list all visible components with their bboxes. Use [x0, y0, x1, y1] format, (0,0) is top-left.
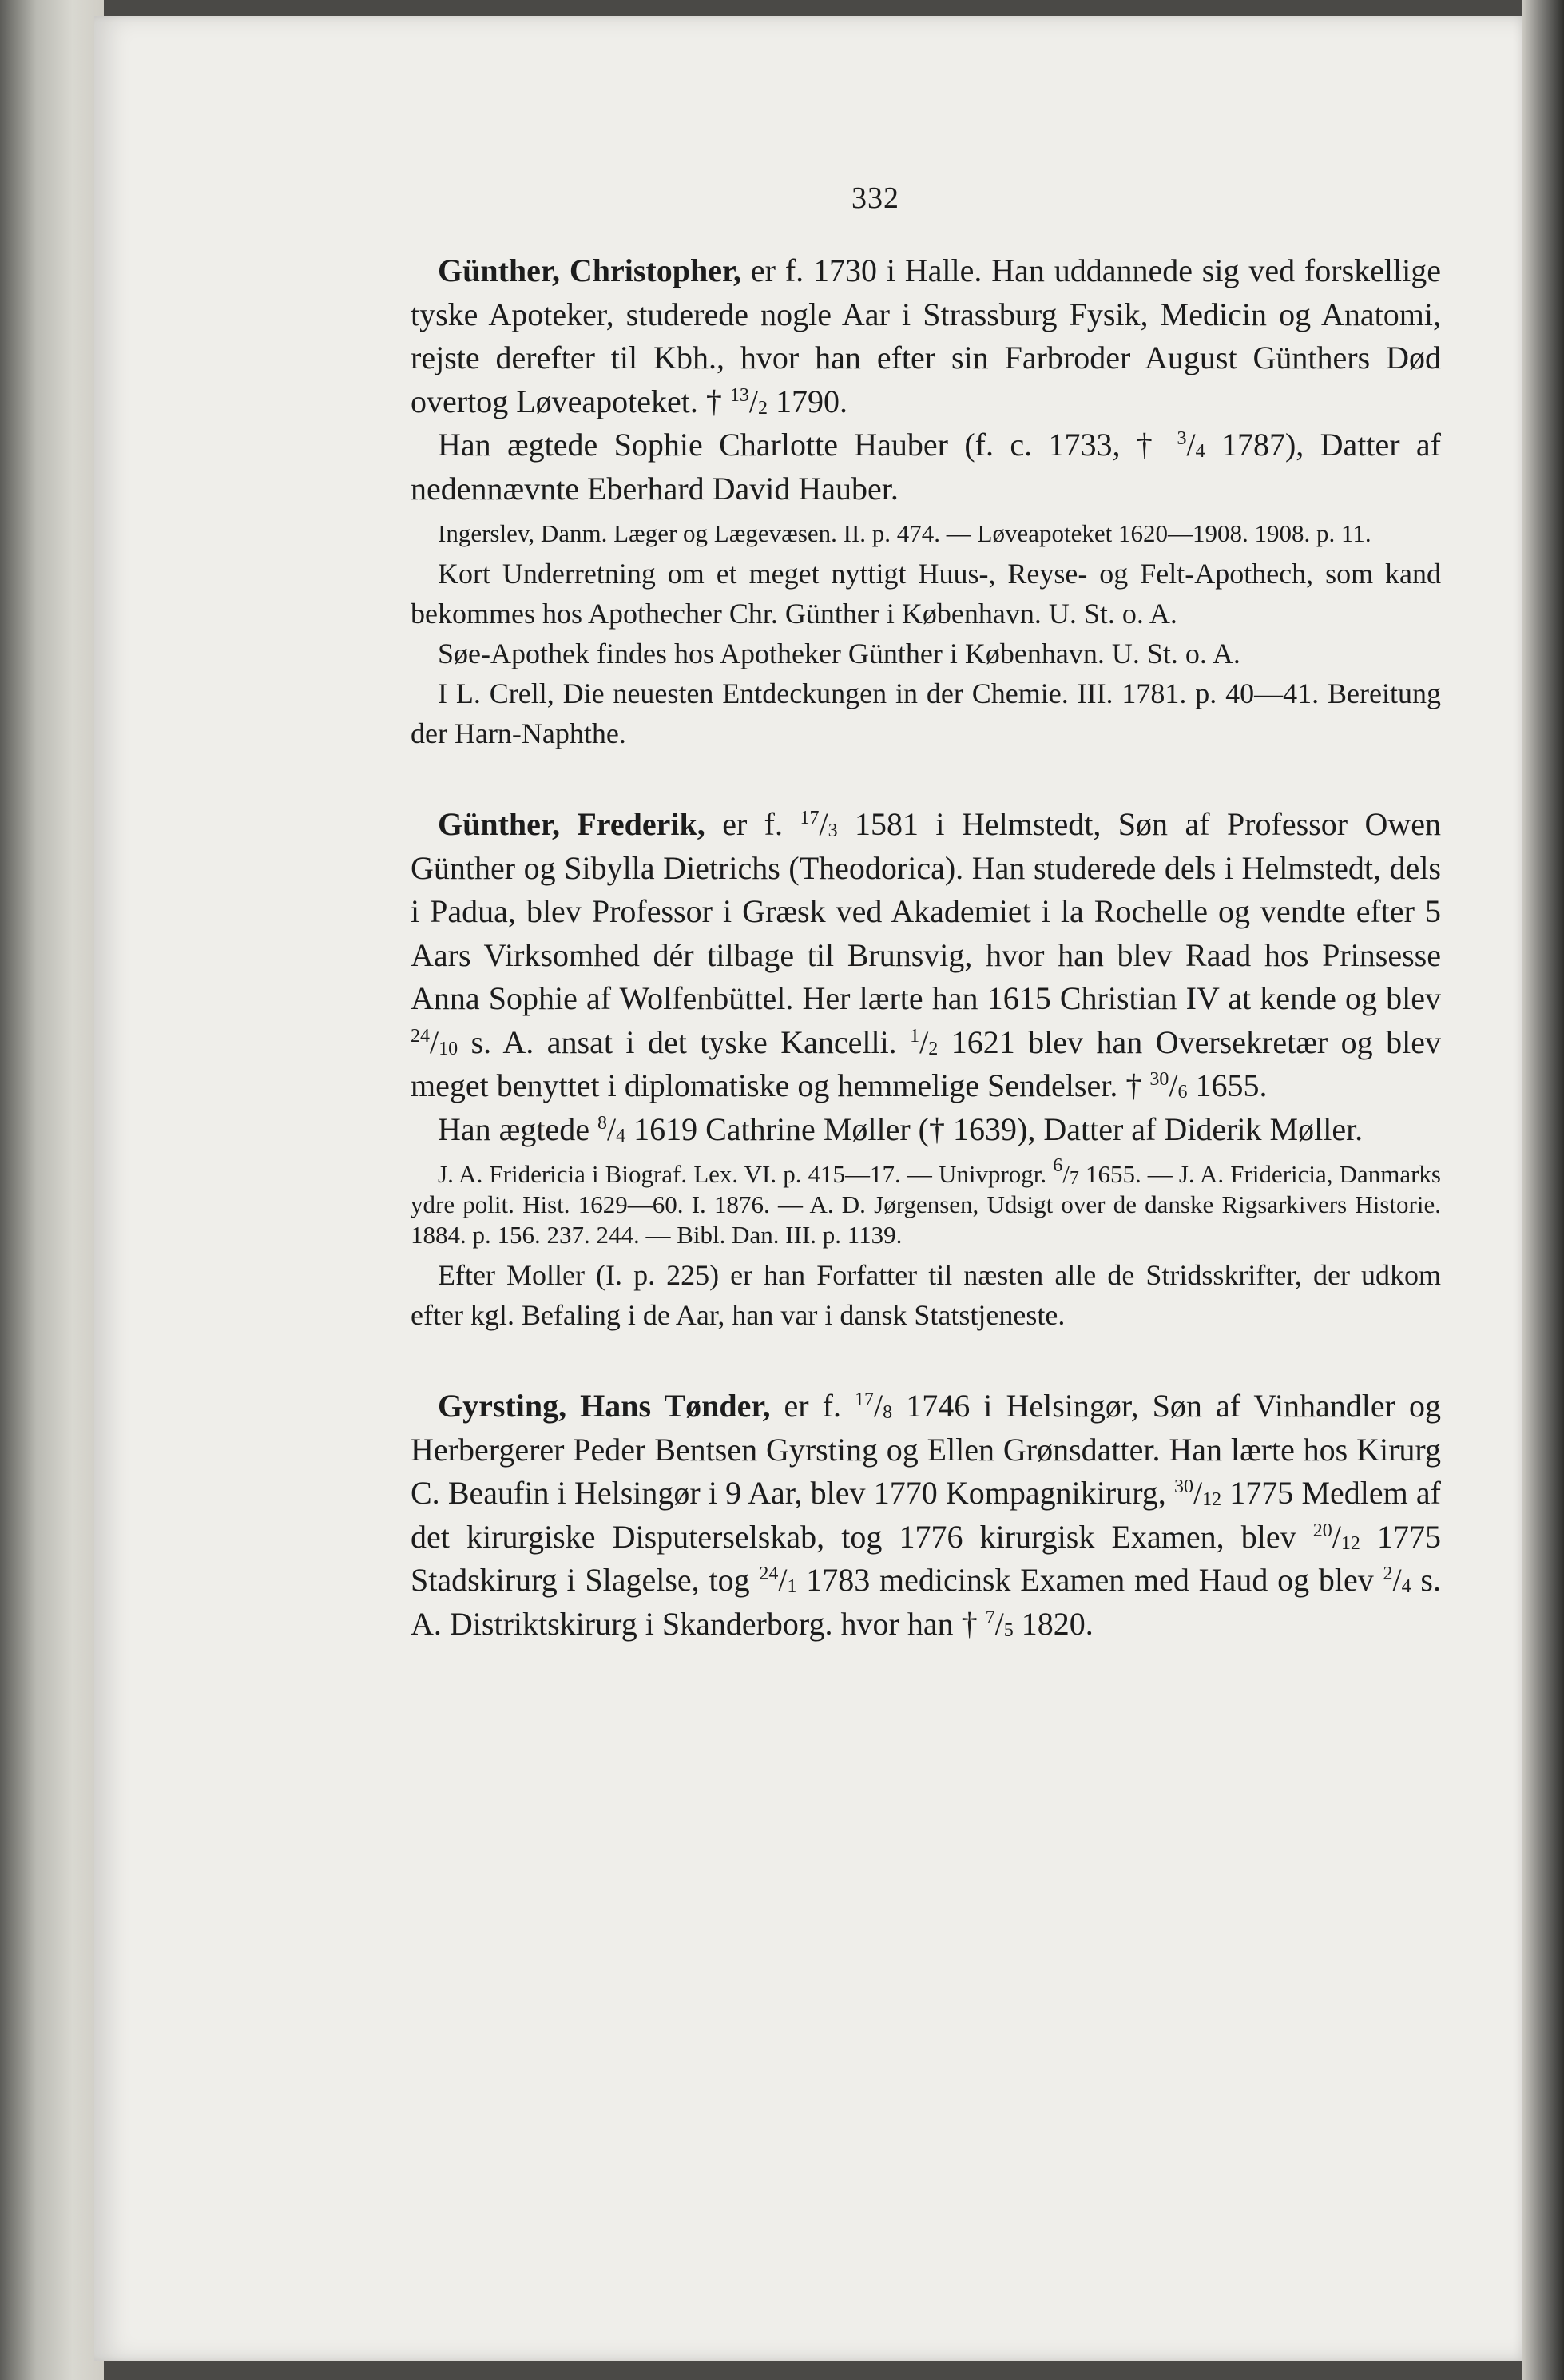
- entry-bio: Günther, Christopher, er f. 1730 i Halle. Han uddannede sig ved forskellige tyske Apoteker, studerede nogle Aar i Strassburg Fysik, Medicin og Anatomi, rejste derefter til Kbh., hvor han efter sin Farbroder August Günthers Død overtog Løveapoteket. † $^{13}/_2$ 1790.: [411, 252, 1441, 419]
- entry-bio: Günther, Frederik, er f. $^{17}/_3$ 1581 i Helmstedt, Søn af Professor Owen Günther og Sibylla Dietrichs (Theodorica). Han studerede dels i Helmstedt, dels i Padua, blev Professor i Græsk ved Akademiet i la Rochelle og vendte efter 5 Aars Virksomhed dér tilbage til Brunsvig, hvor han blev Raad hos Prinsesse Anna Sophie af Wolfenbüttel. Her lærte han 1615 Christian IV at kende og blev $^{24}/_{10}$ s. A. ansat i det tyske Kancelli. $^1/_2$ 1621 blev han Oversekretær og blev meget benyttet i diplomatiske og hemmelige Sendelser. † $^{30}/_6$ 1655.: [411, 806, 1441, 1103]
- entry-work: Kort Underretning om et meget nyttigt Huus-, Reyse- og Felt-Apothech, som kand bekommes hos Apothecher Chr. Günther i København. U. St. o. A.: [411, 558, 1441, 630]
- entry-gyrsting-hans: [411, 1385, 1441, 1646]
- page-text: [411, 249, 1441, 1646]
- page-edge: [1522, 0, 1564, 2380]
- entry-work: Søe-Apothek findes hos Apotheker Günther i København. U. St. o. A.: [438, 638, 1240, 669]
- page-number: 332: [851, 181, 899, 215]
- entry-name: Günther, Christopher,: [438, 252, 742, 288]
- entry-gunther-frederik: [411, 803, 1441, 1335]
- entry-gunther-christopher: [411, 249, 1441, 753]
- entry-bio: Gyrsting, Hans Tønder, er f. $^{17}/_8$ 1746 i Helsingør, Søn af Vinhandler og Herbergerer Peder Bentsen Gyrsting og Ellen Grønsdatter. Han lærte hos Kirurg C. Beaufin i Helsingør i 9 Aar, blev 1770 Kompagnikirurg, $^{30}/_{12}$ 1775 Medlem af det kirurgiske Disputerselskab, tog 1776 kirurgisk Examen, blev $^{20}/_{12}$ 1775 Stadskirurg i Slagelse, tog $^{24}/_1$ 1783 medicinsk Examen med Haud og blev $^2/_4$ s. A. Distriktskirurg i Skanderborg. hvor han † $^7/_5$ 1820.: [411, 1388, 1442, 1642]
- entry-sources: J. A. Fridericia i Biograf. Lex. VI. p. 415—17. — Univprogr. $^6/_7$ 1655. — J. A. Fridericia, Danmarks ydre polit. Hist. 1629—60. I. 1876. — A. D. Jørgensen, Udsigt over de danske Rigsarkivers Historie. 1884. p. 156. 237. 244. — Bibl. Dan. III. p. 1139.: [411, 1155, 1441, 1249]
- book-spine: [0, 0, 104, 2380]
- entry-work: Efter Moller (I. p. 225) er han Forfatter til næsten alle de Stridsskrifter, der udkom efter kgl. Befaling i de Aar, han var i dansk Statstjeneste.: [411, 1259, 1441, 1331]
- entry-name: Gyrsting, Hans Tønder,: [438, 1388, 771, 1424]
- entry-name: Günther, Frederik,: [438, 806, 705, 842]
- entry-marriage: Han ægtede $^8/_4$ 1619 Cathrine Møller († 1639), Datter af Diderik Møller.: [438, 1111, 1364, 1147]
- entry-marriage: Han ægtede Sophie Charlotte Hauber (f. c. 1733, † $^3/_4$ 1787), Datter af nedennævnte Eberhard David Hauber.: [411, 427, 1442, 507]
- entry-sources: Ingerslev, Danm. Læger og Lægevæsen. II. p. 474. — Løveapoteket 1620—1908. 1908. p. 11.: [438, 519, 1371, 547]
- entry-work: I L. Crell, Die neuesten Entdeckungen in der Chemie. III. 1781. p. 40—41. Bereitung der Harn-Naphthe.: [411, 677, 1441, 749]
